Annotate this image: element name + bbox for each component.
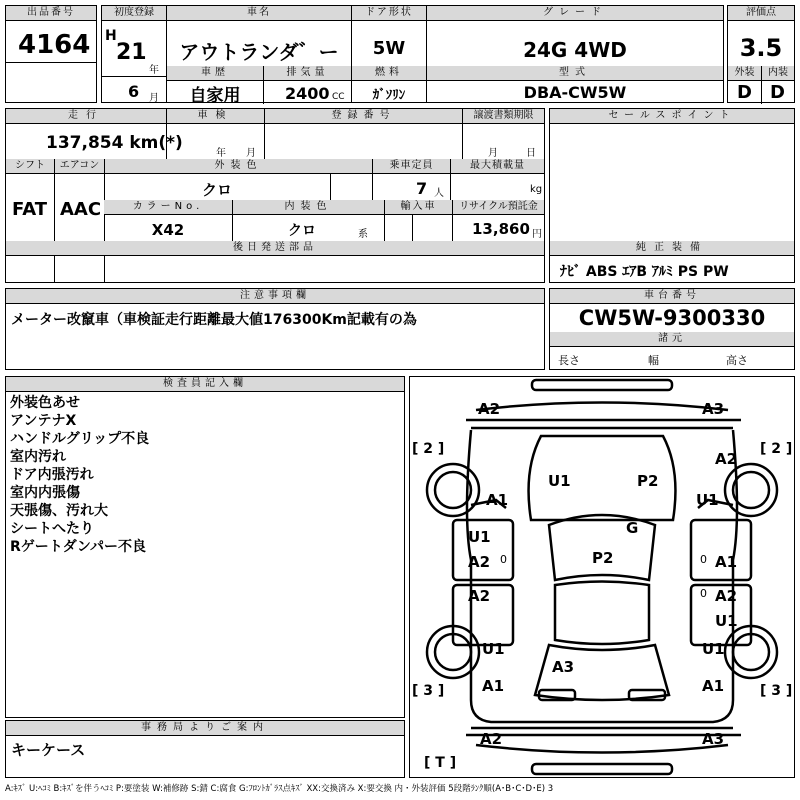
shift: FAT bbox=[12, 199, 48, 220]
damage-mark: A2 bbox=[468, 553, 491, 571]
chassis-box: 車台番号 CW5W-9300330 諸元 長さ 幅 高さ bbox=[549, 288, 795, 370]
damage-mark: U1 bbox=[482, 640, 505, 658]
damage-mark: A1 bbox=[715, 553, 738, 571]
car-name-box: 車名 アウトランダ゛ー 車歴 排気量 自家用 2400 CC bbox=[166, 5, 352, 103]
inspector-line: シートへたり bbox=[10, 521, 94, 537]
damage-mark: A2 bbox=[480, 730, 503, 748]
capacity: 7 bbox=[416, 179, 428, 198]
damage-mark: P2 bbox=[637, 472, 659, 490]
inspector-line: アンテナX bbox=[10, 413, 77, 429]
small-mark: 0 bbox=[700, 587, 707, 600]
history: 自家用 bbox=[189, 86, 241, 106]
car-outline-svg bbox=[410, 377, 794, 777]
side-label: [ 2 ] bbox=[760, 441, 793, 457]
first-registration-box: 初度登録 H 21 年 6 月 bbox=[101, 5, 167, 103]
door-box: ドア形状 5W 燃料 ｶﾞｿﾘﾝ bbox=[351, 5, 427, 103]
inspector-line: 室内内張傷 bbox=[10, 485, 80, 501]
damage-mark: A2 bbox=[478, 400, 501, 418]
legend: A:ｷｽﾞ U:ﾍｺﾐ B:ｷｽﾞを伴うﾍｺﾐ P:要塗装 W:補修跡 S:錆 C:腐食 G:ﾌﾛﾝﾄｶﾞﾗｽ点ｷｽﾞ XX:交換済み X:要交換 内・外装評価 5段階ﾗﾝｸ順(A･B･C･D･E) 3 bbox=[5, 784, 554, 794]
grade-box: グレード 24G 4WD 型式 DBA-CW5W bbox=[426, 5, 724, 103]
color-number: X42 bbox=[151, 221, 185, 239]
damage-mark: A3 bbox=[552, 658, 575, 676]
inspector-line: 外装色あせ bbox=[10, 395, 80, 411]
inspector-box: 検査員記入欄 外装色あせ アンテナX ハンドルグリップ不良 室内汚れ ドア内張汚れ 室内内張傷 天張傷、汚れ大 シートへたり Rゲートダンパー不良 bbox=[5, 376, 405, 718]
vehicle-detail-box: 走行 車検 登録番号 譲渡書類期限 137,854 km(*) 年 月 月 日 シフト エアコン 外装色 乗車定員 最大積載量 FAT AAC クロ 7 人 kg カラーNo. 内装色 輸入車 リサイクル預託金 X42 クロ 系 13,860 円 後日発送部品 bbox=[5, 108, 545, 283]
exterior-score: D bbox=[737, 82, 752, 103]
damage-mark: A3 bbox=[702, 400, 725, 418]
damage-mark: A2 bbox=[715, 587, 738, 605]
side-label: [ 3 ] bbox=[760, 683, 793, 699]
damage-mark: A2 bbox=[715, 450, 738, 468]
mileage: 137,854 km(*) bbox=[46, 133, 183, 153]
damage-mark: U1 bbox=[548, 472, 571, 490]
fuel: ｶﾞｿﾘﾝ bbox=[372, 88, 406, 103]
lot-number-label: 出品番号 bbox=[6, 6, 96, 21]
damage-mark: G bbox=[626, 519, 639, 537]
lot-number-box bbox=[5, 5, 97, 103]
inspector-line: ドア内張汚れ bbox=[10, 467, 94, 483]
damage-mark: P2 bbox=[592, 549, 614, 567]
office-text: キーケース bbox=[11, 741, 86, 759]
recycle-fee: 13,860 bbox=[472, 220, 530, 238]
inspector-line: Rゲートダンパー不良 bbox=[10, 539, 146, 555]
side-label: [ T ] bbox=[424, 755, 457, 771]
notes-text: メーター改竄車（車検証走行距離最大値176300Km記載有の為 bbox=[11, 312, 417, 328]
damage-mark: A3 bbox=[702, 730, 725, 748]
exterior-color: クロ bbox=[201, 181, 232, 199]
inspector-line: 天張傷、汚れ大 bbox=[10, 503, 108, 519]
sales-point-box: セールスポイント 純正装備 ﾅﾋﾞ ABS ｴｱB ｱﾙﾐ PS PW bbox=[549, 108, 795, 283]
chassis-number: CW5W-9300330 bbox=[578, 306, 766, 330]
standard-equipment: ﾅﾋﾞ ABS ｴｱB ｱﾙﾐ PS PW bbox=[560, 264, 729, 280]
damage-mark: U1 bbox=[715, 612, 738, 630]
damage-mark: A2 bbox=[468, 587, 491, 605]
car-diagram bbox=[409, 376, 795, 778]
damage-mark: A1 bbox=[486, 491, 509, 509]
interior-score: D bbox=[770, 82, 785, 103]
damage-mark: U1 bbox=[702, 640, 725, 658]
notes-box: 注意事項欄 メーター改竄車（車検証走行距離最大値176300Km記載有の為 bbox=[5, 288, 545, 370]
inspector-lines bbox=[10, 394, 149, 556]
score-box: 評価点 3.5 外装 内装 D D bbox=[727, 5, 795, 103]
inspector-line: ハンドルグリップ不良 bbox=[10, 431, 150, 447]
lot-number: 4164 bbox=[18, 30, 91, 60]
door: 5W bbox=[372, 38, 406, 59]
small-mark: 0 bbox=[700, 553, 707, 566]
interior-color: クロ bbox=[288, 223, 316, 239]
side-label: [ 3 ] bbox=[412, 683, 445, 699]
damage-mark: U1 bbox=[468, 528, 491, 546]
damage-mark: U1 bbox=[696, 491, 719, 509]
air-conditioner: AAC bbox=[60, 199, 102, 220]
small-mark: 0 bbox=[500, 553, 507, 566]
office-box: 事務局よりご案内 キーケース bbox=[5, 720, 405, 778]
first-reg-label: 初度登録 bbox=[102, 6, 166, 21]
car-name: アウトランダ゛ー bbox=[179, 40, 339, 64]
displacement: 2400 bbox=[285, 84, 330, 103]
grade: 24G 4WD bbox=[523, 38, 627, 62]
inspector-line: 室内汚れ bbox=[10, 449, 66, 465]
damage-mark: A1 bbox=[702, 677, 725, 695]
model: DBA-CW5W bbox=[523, 83, 627, 102]
score: 3.5 bbox=[739, 34, 783, 62]
damage-mark: A1 bbox=[482, 677, 505, 695]
side-label: [ 2 ] bbox=[412, 441, 445, 457]
